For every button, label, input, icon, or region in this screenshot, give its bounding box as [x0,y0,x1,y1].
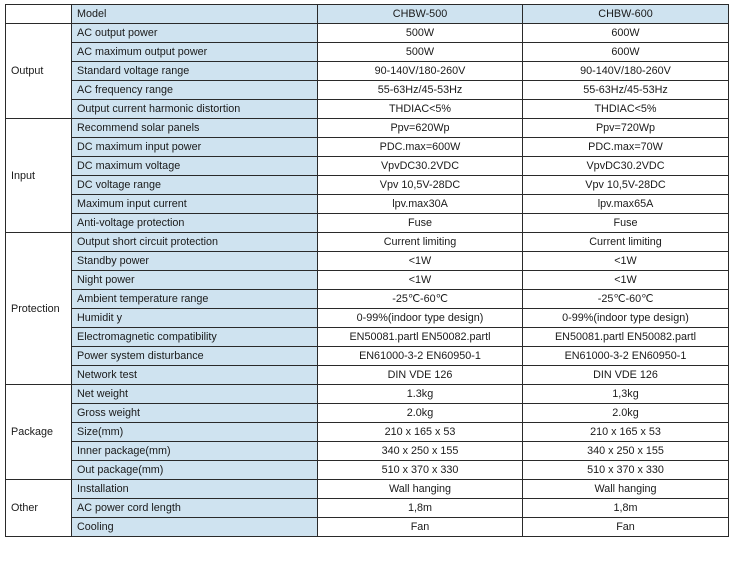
table-row [6,480,729,499]
value-chbw-500: <1W [318,271,523,290]
value-chbw-500: 2.0kg [318,404,523,423]
value-chbw-500: lpv.max30A [318,195,523,214]
parameter-name: Recommend solar panels [72,119,318,138]
table-row [6,347,729,366]
value-chbw-500: -25℃-60℃ [318,290,523,309]
value-chbw-500: EN50081.partl EN50082.partl [318,328,523,347]
value-chbw-600: Fuse [523,214,729,233]
parameter-name: Anti-voltage protection [72,214,318,233]
value-chbw-600: <1W [523,252,729,271]
parameter-name: Power system disturbance [72,347,318,366]
model-col-1: CHBW-500 [318,5,523,24]
value-chbw-500: 55-63Hz/45-53Hz [318,81,523,100]
value-chbw-500: VpvDC30.2VDC [318,157,523,176]
value-chbw-600: <1W [523,271,729,290]
table-row [6,385,729,404]
group-label: Other [6,480,72,537]
group-label: Output [6,24,72,119]
table-row [6,233,729,252]
table-row [6,195,729,214]
table-row [6,138,729,157]
parameter-name: Installation [72,480,318,499]
parameter-name: AC frequency range [72,81,318,100]
table-row [6,423,729,442]
parameter-name: DC maximum voltage [72,157,318,176]
value-chbw-500: Vpv 10,5V-28DC [318,176,523,195]
value-chbw-500: 340 x 250 x 155 [318,442,523,461]
table-row [6,214,729,233]
value-chbw-600: VpvDC30.2VDC [523,157,729,176]
value-chbw-500: Current limiting [318,233,523,252]
table-row [6,100,729,119]
parameter-name: Output short circuit protection [72,233,318,252]
value-chbw-600: -25℃-60℃ [523,290,729,309]
value-chbw-500: 210 x 165 x 53 [318,423,523,442]
parameter-name: Humidit y [72,309,318,328]
value-chbw-500: 500W [318,43,523,62]
value-chbw-500: 510 x 370 x 330 [318,461,523,480]
parameter-name: Cooling [72,518,318,537]
value-chbw-600: lpv.max65A [523,195,729,214]
parameter-name: AC output power [72,24,318,43]
parameter-name: Maximum input current [72,195,318,214]
value-chbw-500: 90-140V/180-260V [318,62,523,81]
value-chbw-600: THDIAC<5% [523,100,729,119]
value-chbw-600: Wall hanging [523,480,729,499]
value-chbw-600: 340 x 250 x 155 [523,442,729,461]
table-row [6,176,729,195]
value-chbw-600: 600W [523,24,729,43]
parameter-name: Gross weight [72,404,318,423]
parameter-name: DC maximum input power [72,138,318,157]
value-chbw-500: Wall hanging [318,480,523,499]
value-chbw-600: 0-99%(indoor type design) [523,309,729,328]
parameter-name: Size(mm) [72,423,318,442]
table-row [6,119,729,138]
value-chbw-600: 210 x 165 x 53 [523,423,729,442]
table-row [6,24,729,43]
value-chbw-500: Fan [318,518,523,537]
value-chbw-600: PDC.max=70W [523,138,729,157]
value-chbw-500: THDIAC<5% [318,100,523,119]
table-row [6,461,729,480]
table-row [6,328,729,347]
value-chbw-600: Fan [523,518,729,537]
value-chbw-500: 500W [318,24,523,43]
value-chbw-500: 1.3kg [318,385,523,404]
value-chbw-500: PDC.max=600W [318,138,523,157]
parameter-name: Standard voltage range [72,62,318,81]
table-row [6,271,729,290]
parameter-name: Net weight [72,385,318,404]
table-row [6,81,729,100]
value-chbw-500: DIN VDE 126 [318,366,523,385]
spec-table-body [6,5,729,537]
table-row [6,290,729,309]
value-chbw-600: EN50081.partl EN50082.partl [523,328,729,347]
table-row [6,309,729,328]
value-chbw-600: 1,8m [523,499,729,518]
table-row [6,157,729,176]
value-chbw-600: 510 x 370 x 330 [523,461,729,480]
parameter-name: Ambient temperature range [72,290,318,309]
parameter-name: Inner package(mm) [72,442,318,461]
value-chbw-600: Ppv=720Wp [523,119,729,138]
header-row [6,5,729,24]
table-row [6,499,729,518]
group-label: Protection [6,233,72,385]
value-chbw-500: Fuse [318,214,523,233]
value-chbw-600: 600W [523,43,729,62]
parameter-name: Night power [72,271,318,290]
value-chbw-500: 1,8m [318,499,523,518]
value-chbw-600: Vpv 10,5V-28DC [523,176,729,195]
spec-table [5,4,729,537]
model-label: Model [72,5,318,24]
parameter-name: Standby power [72,252,318,271]
model-col-2: CHBW-600 [523,5,729,24]
table-row [6,252,729,271]
table-row [6,62,729,81]
parameter-name: Electromagnetic compatibility [72,328,318,347]
value-chbw-600: 55-63Hz/45-53Hz [523,81,729,100]
value-chbw-500: EN61000-3-2 EN60950-1 [318,347,523,366]
value-chbw-600: EN61000-3-2 EN60950-1 [523,347,729,366]
table-row [6,442,729,461]
table-row [6,518,729,537]
parameter-name: DC voltage range [72,176,318,195]
value-chbw-600: DIN VDE 126 [523,366,729,385]
value-chbw-500: Ppv=620Wp [318,119,523,138]
table-row [6,366,729,385]
parameter-name: AC maximum output power [72,43,318,62]
parameter-name: Output current harmonic distortion [72,100,318,119]
value-chbw-600: 1,3kg [523,385,729,404]
parameter-name: AC power cord length [72,499,318,518]
value-chbw-600: 2.0kg [523,404,729,423]
parameter-name: Out package(mm) [72,461,318,480]
value-chbw-500: 0-99%(indoor type design) [318,309,523,328]
group-label: Package [6,385,72,480]
value-chbw-600: Current limiting [523,233,729,252]
value-chbw-500: <1W [318,252,523,271]
header-corner-cell [6,5,72,24]
table-row [6,404,729,423]
table-row [6,43,729,62]
value-chbw-600: 90-140V/180-260V [523,62,729,81]
parameter-name: Network test [72,366,318,385]
group-label: Input [6,119,72,233]
